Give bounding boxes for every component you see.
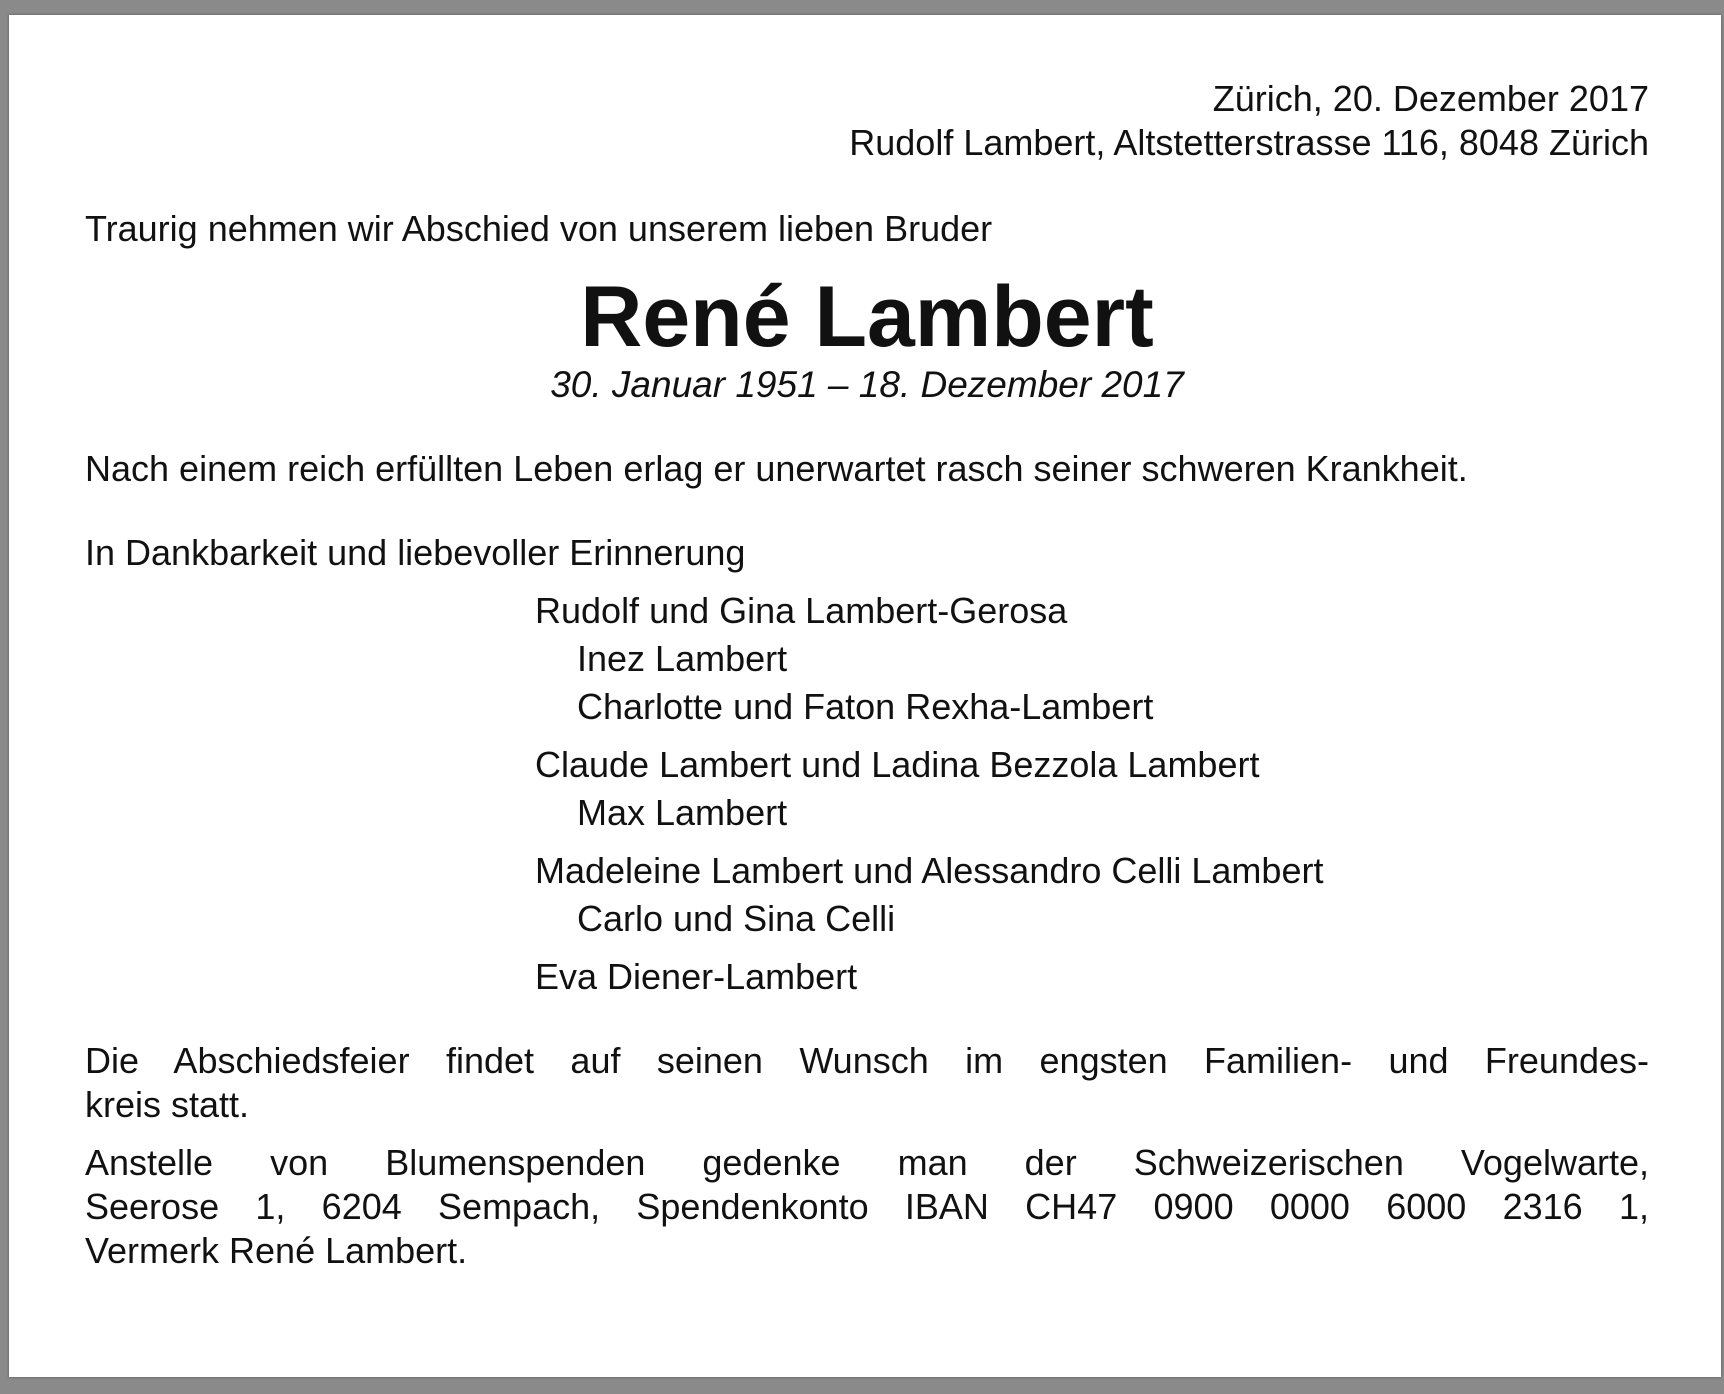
gratitude-text: In Dankbarkeit und liebevoller Erinnerung (85, 532, 746, 573)
cause-text: Nach einem reich erfüllten Leben erlag er unerwartet rasch seiner schweren Krankheit. (85, 448, 1468, 489)
deceased-name: René Lambert (580, 269, 1154, 365)
family-child: Inez Lambert (577, 638, 788, 679)
obituary-page (9, 15, 1721, 1377)
family-child: Charlotte und Faton Rexha-Lambert (577, 686, 1154, 727)
family-group (535, 847, 1649, 943)
donation-line: Vermerk René Lambert. (85, 1230, 468, 1271)
family-group (535, 741, 1649, 837)
obituary-content (85, 77, 1649, 1273)
family-child: Max Lambert (577, 792, 788, 833)
ceremony-line: Die Abschiedsfeier findet auf seinen Wunsch im engsten Familien- und Freundes- (85, 1040, 1649, 1081)
family-group (535, 953, 1649, 1001)
family-list (535, 587, 1649, 1001)
family-group (535, 587, 1649, 731)
intro-text: Traurig nehmen wir Abschied von unserem lieben Bruder (85, 208, 993, 249)
family-head: Rudolf und Gina Lambert-Gerosa (535, 590, 1068, 631)
ceremony-text (85, 1039, 1649, 1127)
family-child: Carlo und Sina Celli (577, 898, 896, 939)
place-date: Zürich, 20. Dezember 2017 (1212, 78, 1649, 119)
donation-line: Seerose 1, 6204 Sempach, Spendenkonto IBAN CH47 0900 0000 6000 2316 1, (85, 1186, 1649, 1227)
life-dates: 30. Januar 1951 – 18. Dezember 2017 (550, 364, 1184, 405)
family-head: Eva Diener-Lambert (535, 956, 858, 997)
ceremony-line: kreis statt. (85, 1084, 250, 1125)
donation-text (85, 1141, 1649, 1273)
donation-line: Anstelle von Blumenspenden gedenke man der Schweizerischen Vogelwarte, (85, 1142, 1649, 1183)
sender-address: Rudolf Lambert, Altstetterstrasse 116, 8048 Zürich (849, 122, 1649, 163)
family-head: Claude Lambert und Ladina Bezzola Lambert (535, 744, 1260, 785)
header-block (85, 77, 1649, 165)
family-head: Madeleine Lambert und Alessandro Celli Lambert (535, 850, 1324, 891)
